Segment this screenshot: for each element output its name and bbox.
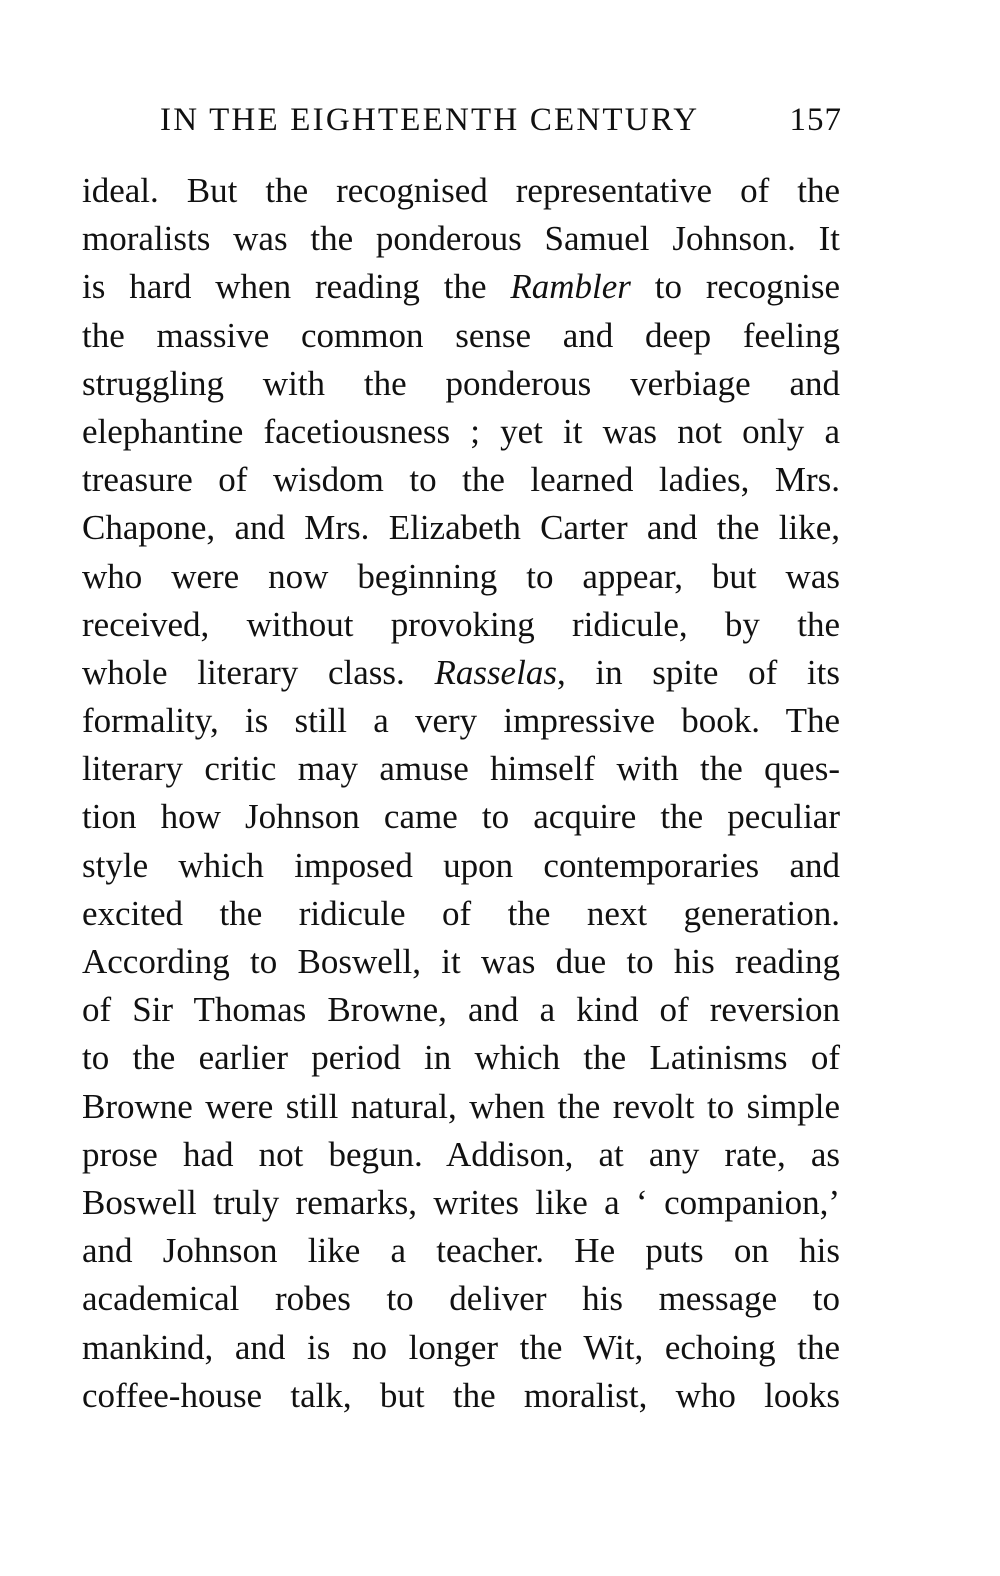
text-line: tion how Johnson came to acquire the peculiar	[82, 797, 840, 837]
text-line: to the earlier period in which the Latinisms of	[82, 1038, 840, 1078]
text-line: of Sir Thomas Browne, and a kind of reversion	[82, 990, 840, 1030]
text-line: struggling with the ponderous verbiage and	[82, 363, 840, 403]
text-line: elephantine facetiousness ; yet it was not only a	[82, 411, 840, 451]
text-line: mankind, and is no longer the Wit, echoing the	[82, 1327, 840, 1367]
text-line: received, without provoking ridicule, by the	[82, 604, 840, 644]
text-line	[82, 263, 840, 311]
running-title: IN THE EIGHTEENTH CENTURY	[160, 102, 700, 138]
text-line: who were now beginning to appear, but was	[82, 556, 840, 596]
text-line: Chapone, and Mrs. Elizabeth Carter and the like,	[82, 508, 840, 548]
text-line	[82, 649, 840, 697]
text-line: excited the ridicule of the next generation.	[82, 893, 840, 933]
text-line: style which imposed upon contemporaries and	[82, 845, 840, 885]
text-line: literary critic may amuse himself with the ques-	[82, 749, 840, 789]
text-line: formality, is still a very impressive book. The	[82, 701, 840, 741]
italic-title-rasselas: Rasselas	[434, 652, 557, 692]
text-segment: to recognise	[630, 267, 840, 307]
text-segment: whole literary class.	[82, 652, 435, 692]
italic-title-rambler: Rambler	[510, 267, 631, 307]
text-line: ideal. But the recognised representative of the	[82, 171, 840, 210]
text-line: the massive common sense and deep feeling	[82, 315, 840, 355]
text-line: Browne were still natural, when the revolt to simple	[82, 1086, 840, 1126]
body-text	[82, 167, 840, 1420]
text-segment: is hard when reading the	[82, 267, 511, 307]
text-line: prose had not begun. Addison, at any rate, as	[82, 1134, 840, 1174]
text-segment: , in spite of its	[556, 652, 840, 692]
text-line: Boswell truly remarks, writes like a ‘ companion,’	[82, 1182, 840, 1222]
running-head	[160, 98, 842, 142]
text-line: and Johnson like a teacher. He puts on his	[82, 1231, 840, 1271]
text-line: coffee-house talk, but the moralist, who looks	[82, 1375, 840, 1415]
text-line: academical robes to deliver his message to	[82, 1279, 840, 1319]
text-line: treasure of wisdom to the learned ladies, Mrs.	[82, 460, 840, 500]
text-line: According to Boswell, it was due to his reading	[82, 942, 840, 981]
text-line: moralists was the ponderous Samuel Johnson. It	[82, 219, 840, 259]
page-number: 157	[789, 102, 842, 138]
